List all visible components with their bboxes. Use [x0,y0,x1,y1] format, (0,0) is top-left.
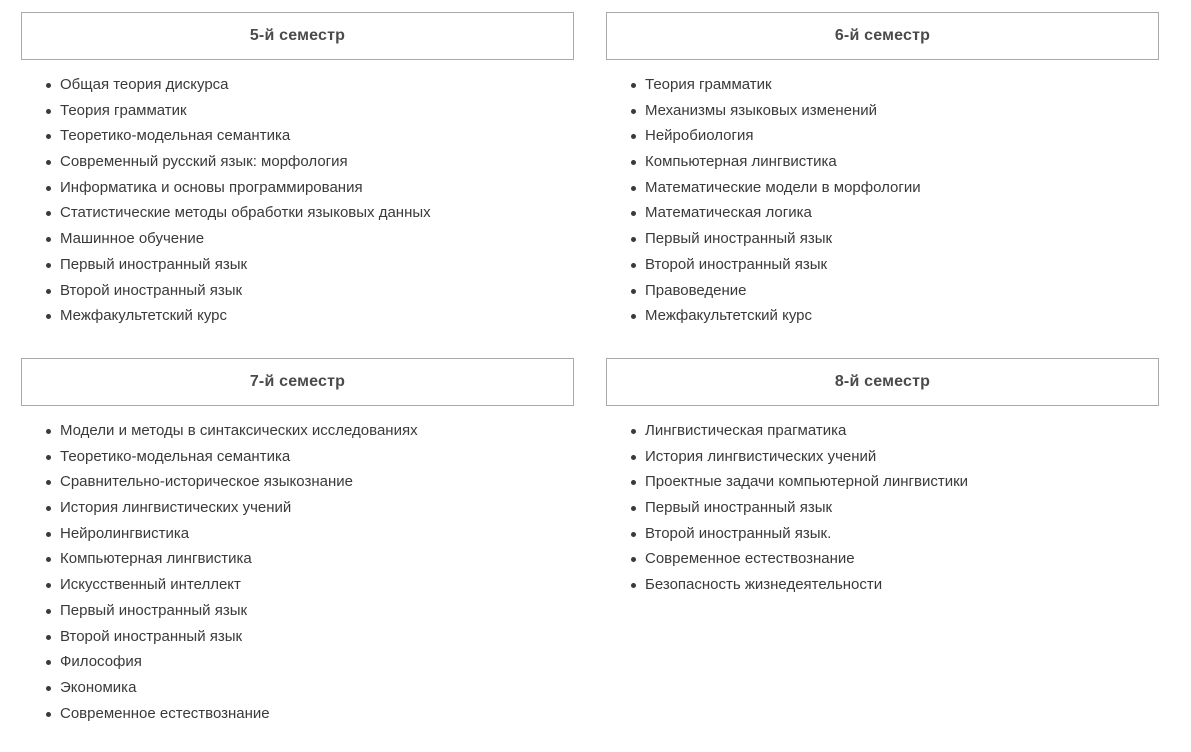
course-list-item: Статистические методы обработки языковых данных [21,200,574,226]
semester-7-course-list [21,418,574,726]
course-list-item: Современное естествознание [21,701,574,727]
course-list-item: Философия [21,649,574,675]
course-list-item: Лингвистическая прагматика [606,418,1159,444]
course-list-item: Компьютерная лингвистика [21,546,574,572]
semester-5-section [21,12,574,329]
course-list-item: Первый иностранный язык [606,226,1159,252]
course-list-item: Математическая логика [606,200,1159,226]
course-list-item: Межфакультетский курс [606,303,1159,329]
course-list-item: Экономика [21,675,574,701]
course-list-item: Общая теория дискурса [21,72,574,98]
course-list-item: Математические модели в морфологии [606,175,1159,201]
course-list-item: Теория грамматик [606,72,1159,98]
course-list-item: Информатика и основы программирования [21,175,574,201]
course-list-item: Модели и методы в синтаксических исследованиях [21,418,574,444]
course-list-item: Сравнительно-историческое языкознание [21,469,574,495]
course-list-item: Теория грамматик [21,98,574,124]
semester-6-section [606,12,1159,329]
course-list-item: Первый иностранный язык [606,495,1159,521]
course-list-item: Проектные задачи компьютерной лингвистики [606,469,1159,495]
semester-8-section [606,358,1159,598]
course-list-item: Первый иностранный язык [21,598,574,624]
course-list-item: Второй иностранный язык [21,624,574,650]
semester-5-header: 5-й семестр [21,12,574,60]
semester-8-header: 8-й семестр [606,358,1159,406]
semester-7-section [21,358,574,726]
semester-6-course-list [606,72,1159,329]
course-list-item: Современный русский язык: морфология [21,149,574,175]
course-list-item: Безопасность жизнедеятельности [606,572,1159,598]
course-list-item: Теоретико-модельная семантика [21,123,574,149]
course-list-item: История лингвистических учений [606,444,1159,470]
course-list-item: Современное естествознание [606,546,1159,572]
semester-7-header: 7-й семестр [21,358,574,406]
course-list-item: Нейролингвистика [21,521,574,547]
course-list-item: Машинное обучение [21,226,574,252]
course-list-item: Межфакультетский курс [21,303,574,329]
course-list-item: Второй иностранный язык [21,278,574,304]
course-list-item: Второй иностранный язык. [606,521,1159,547]
semester-5-course-list [21,72,574,329]
course-list-item: Теоретико-модельная семантика [21,444,574,470]
course-list-item: Механизмы языковых изменений [606,98,1159,124]
course-list-item: Правоведение [606,278,1159,304]
course-list-item: Компьютерная лингвистика [606,149,1159,175]
semester-6-header: 6-й семестр [606,12,1159,60]
course-list-item: Первый иностранный язык [21,252,574,278]
course-list-item: Искусственный интеллект [21,572,574,598]
semester-8-course-list [606,418,1159,598]
course-list-item: Второй иностранный язык [606,252,1159,278]
course-list-item: История лингвистических учений [21,495,574,521]
course-list-item: Нейробиология [606,123,1159,149]
